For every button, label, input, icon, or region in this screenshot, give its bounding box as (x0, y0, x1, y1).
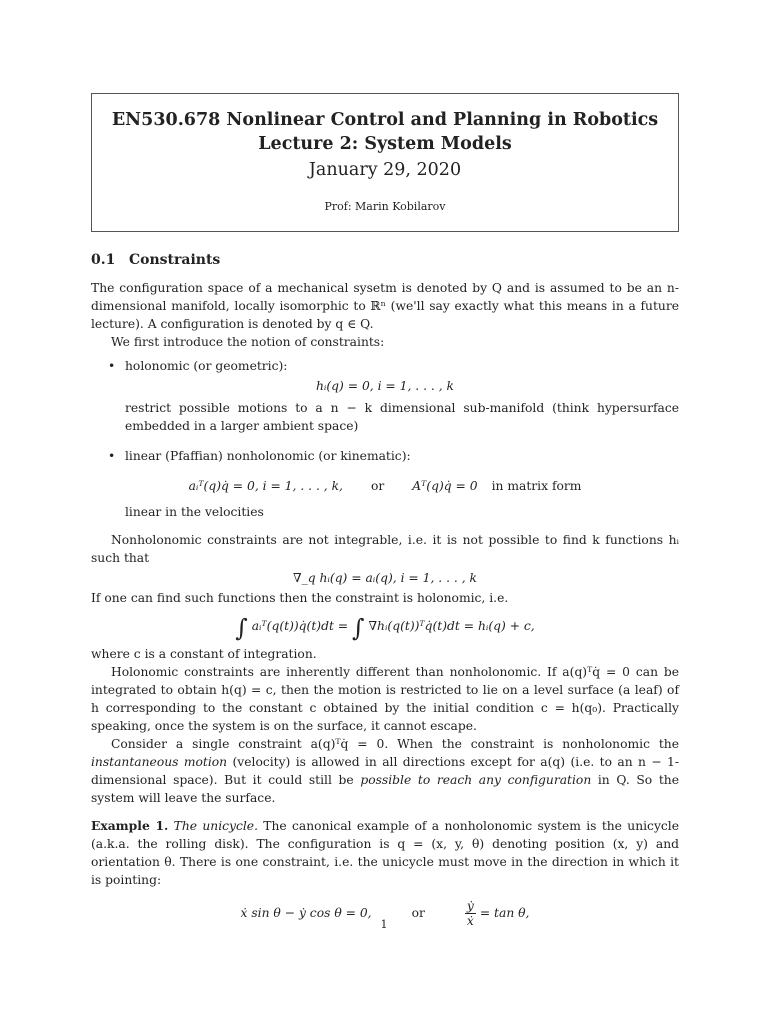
integral-left: aᵢᵀ(q(t))q̇(t)dt = (251, 619, 349, 633)
paragraph-intro: We first introduce the notion of constraints: (111, 335, 385, 349)
page-number: 1 (380, 918, 388, 931)
text-span: (velocity) is allowed in all directions except for a(q) (i.e. to an n − 1-dimensional space). But it could still be (91, 755, 679, 787)
integral-equation (91, 614, 679, 642)
nonholonomic-description: linear in the velocities (125, 505, 264, 519)
integral-sign: ∫ (352, 614, 365, 642)
pfaffian-or: or (370, 479, 385, 493)
title-box (91, 93, 679, 232)
section-title: Constraints (129, 252, 221, 268)
emphasis-reach: possible to reach any configuration (360, 773, 592, 787)
unicycle-eq-1: ẋ sin θ − ẏ cos θ = 0, (240, 906, 372, 920)
fraction-numerator: ẏ (466, 899, 474, 913)
gradient-equation: ∇_q hᵢ(q) = aᵢ(q), i = 1, . . . , k (292, 571, 477, 585)
emphasis-instantaneous: instantaneous motion (91, 755, 228, 769)
pfaffian-eq-1: aᵢᵀ(q)q̇ = 0, i = 1, . . . , k, (188, 479, 343, 493)
example-title: The unicycle. (173, 819, 258, 833)
paragraph-inherently-different: Holonomic constraints are inherently different than nonholonomic. If a(q)ᵀq̇ = 0 can be integrated to obtain h(q) = c, then the motion is restricted to lie on a level surface (a leaf) of h corresponding to the constant c obtained by the initial condition c = h(q₀). Practically speaking, once the system is on the surface, it cannot escape. (91, 665, 679, 733)
unicycle-eq-2-rhs: = tan θ, (479, 906, 530, 920)
paragraph-if-holonomic: If one can find such functions then the constraint is holonomic, i.e. (91, 591, 509, 605)
holonomic-description: restrict possible motions to a n − k dimensional sub-manifold (think hypersurface embedded in a larger ambient space) (125, 401, 679, 433)
text-span: Consider a single constraint a(q)ᵀq̇ = 0. When the constraint is nonholonomic the (111, 737, 679, 751)
list-item-nonholonomic (91, 447, 679, 521)
nonholonomic-label: linear (Pfaffian) nonholonomic (or kinematic): (125, 449, 411, 463)
text-span: in Q. So the system will leave the surface. (91, 773, 679, 805)
fraction-denominator: ẋ (466, 914, 474, 928)
list-item-holonomic (91, 357, 679, 435)
holonomic-label: holonomic (or geometric): (125, 359, 288, 373)
constraint-list (91, 357, 679, 521)
professor: Prof: Marin Kobilarov (324, 200, 446, 213)
pfaffian-equation (91, 477, 679, 495)
example-label: Example 1. (91, 818, 169, 833)
paragraph-single-constraint (91, 735, 679, 807)
course-title: EN530.678 Nonlinear Control and Planning in Robotics (111, 110, 659, 130)
pfaffian-matrix-form: in matrix form (491, 479, 582, 493)
pfaffian-eq-2: Aᵀ(q)q̇ = 0 (412, 479, 478, 493)
bullet-icon: • (108, 359, 116, 373)
section-number: 0.1 (91, 252, 116, 268)
lecture-date: January 29, 2020 (308, 160, 462, 180)
example-unicycle (91, 817, 679, 889)
example-text: The canonical example of a nonholonomic system is the unicycle (a.k.a. the rolling disk). The configuration is q = (x, y, θ) denoting position (x, y) and orientation θ. There is one constraint, i.e. the unicycle must move in the direction in which it is pointing: (91, 819, 679, 887)
paragraph-constant: where c is a constant of integration. (91, 647, 317, 661)
integral-right: ∇hᵢ(q(t))ᵀq̇(t)dt = hᵢ(q) + c, (368, 619, 535, 633)
unicycle-or: or (411, 906, 425, 920)
holonomic-equation: hᵢ(q) = 0, i = 1, . . . , k (315, 379, 455, 393)
body-text (91, 279, 679, 936)
section-heading (91, 252, 220, 268)
paragraph-config-space: The configuration space of a mechanical sysetm is denoted by Q and is assumed to be an n-dimensional manifold, locally isomorphic to ℝⁿ (we'll say exactly what this means in a future lecture). A configuration is denoted by q ∈ Q. (91, 281, 679, 331)
bullet-icon: • (108, 449, 116, 463)
lecture-title: Lecture 2: System Models (258, 134, 512, 154)
paragraph-not-integrable: Nonholonomic constraints are not integrable, i.e. it is not possible to find k functions hᵢ such that (91, 533, 679, 565)
integral-sign: ∫ (235, 614, 248, 642)
